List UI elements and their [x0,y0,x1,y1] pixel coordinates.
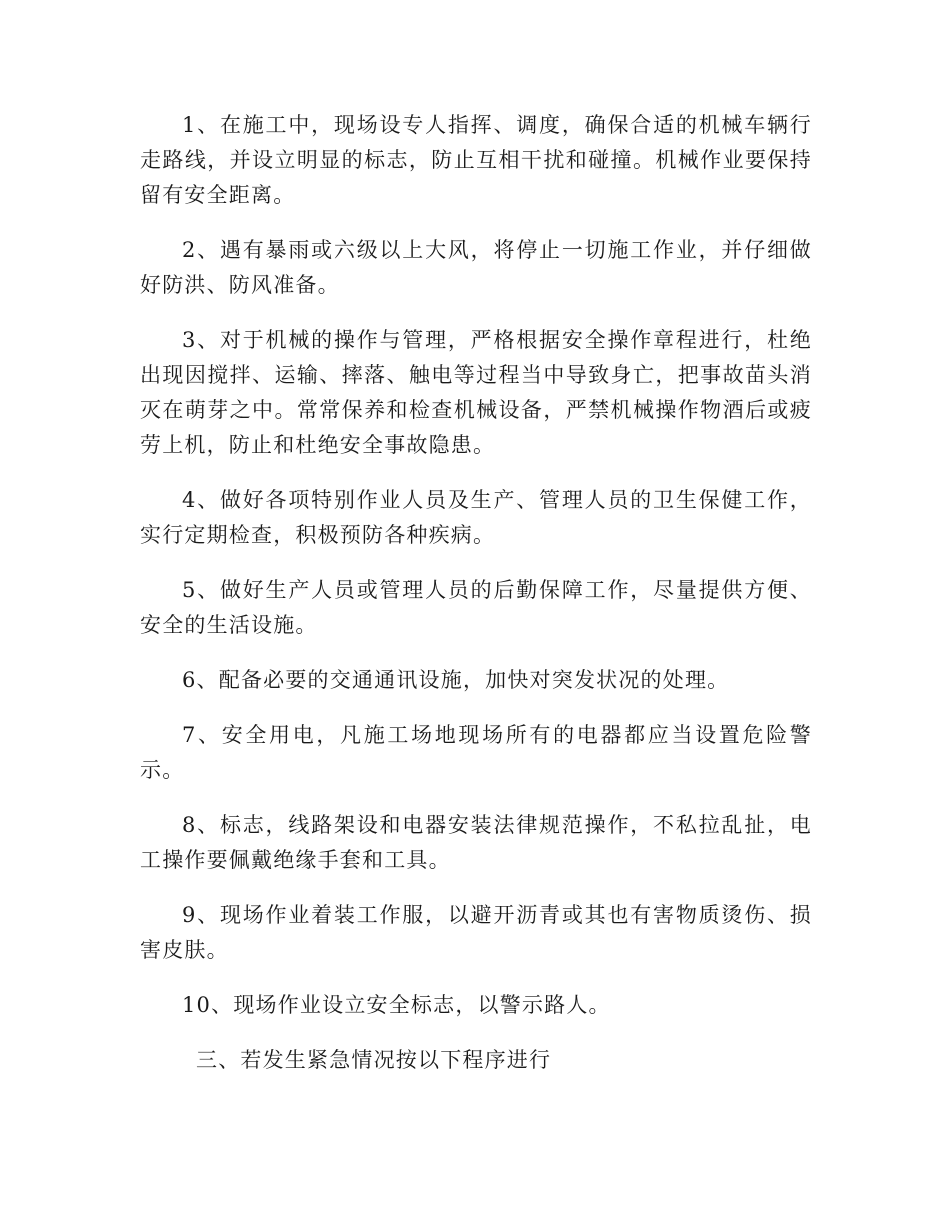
document-body [140,108,812,1078]
paragraph-5: 5、做好生产人员或管理人员的后勤保障工作，尽量提供方便、安全的生活设施。 [140,578,812,637]
paragraph-2: 2、遇有暴雨或六级以上大风，将停止一切施工作业，并仔细做好防洪、防风准备。 [140,238,812,297]
paragraph-1: 1、在施工中，现场设专人指挥、调度，确保合适的机械车辆行走路线，并设立明显的标志，防止互相干扰和碰撞。机械作业要保持留有安全距离。 [140,113,812,207]
paragraph-7: 7、安全用电，凡施工场地现场所有的电器都应当设置危险警示。 [140,723,812,782]
paragraph-6: 6、配备必要的交通通讯设施，加快对突发状况的处理。 [182,668,730,692]
paragraph-10: 10、现场作业设立安全标志，以警示路人。 [182,993,611,1017]
paragraph-8: 8、标志，线路架设和电器安装法律规范操作，不私拉乱扯，电工操作要佩戴绝缘手套和工具。 [140,813,812,872]
paragraph-4: 4、做好各项特别作业人员及生产、管理人员的卫生保健工作，实行定期检查，积极预防各种疾病。 [140,488,812,547]
paragraph-3: 3、对于机械的操作与管理，严格根据安全操作章程进行，杜绝出现因搅拌、运输、摔落、触电等过程当中导致身亡，把事故苗头消灭在萌芽之中。常常保养和检查机械设备，严禁机械操作物酒后或疲劳上机，防止和杜绝安全事故隐患。 [140,328,812,457]
section-heading: 三、若发生紧急情况按以下程序进行 [196,1048,552,1072]
paragraph-9: 9、现场作业着装工作服，以避开沥青或其也有害物质烫伤、损害皮肤。 [140,903,812,962]
